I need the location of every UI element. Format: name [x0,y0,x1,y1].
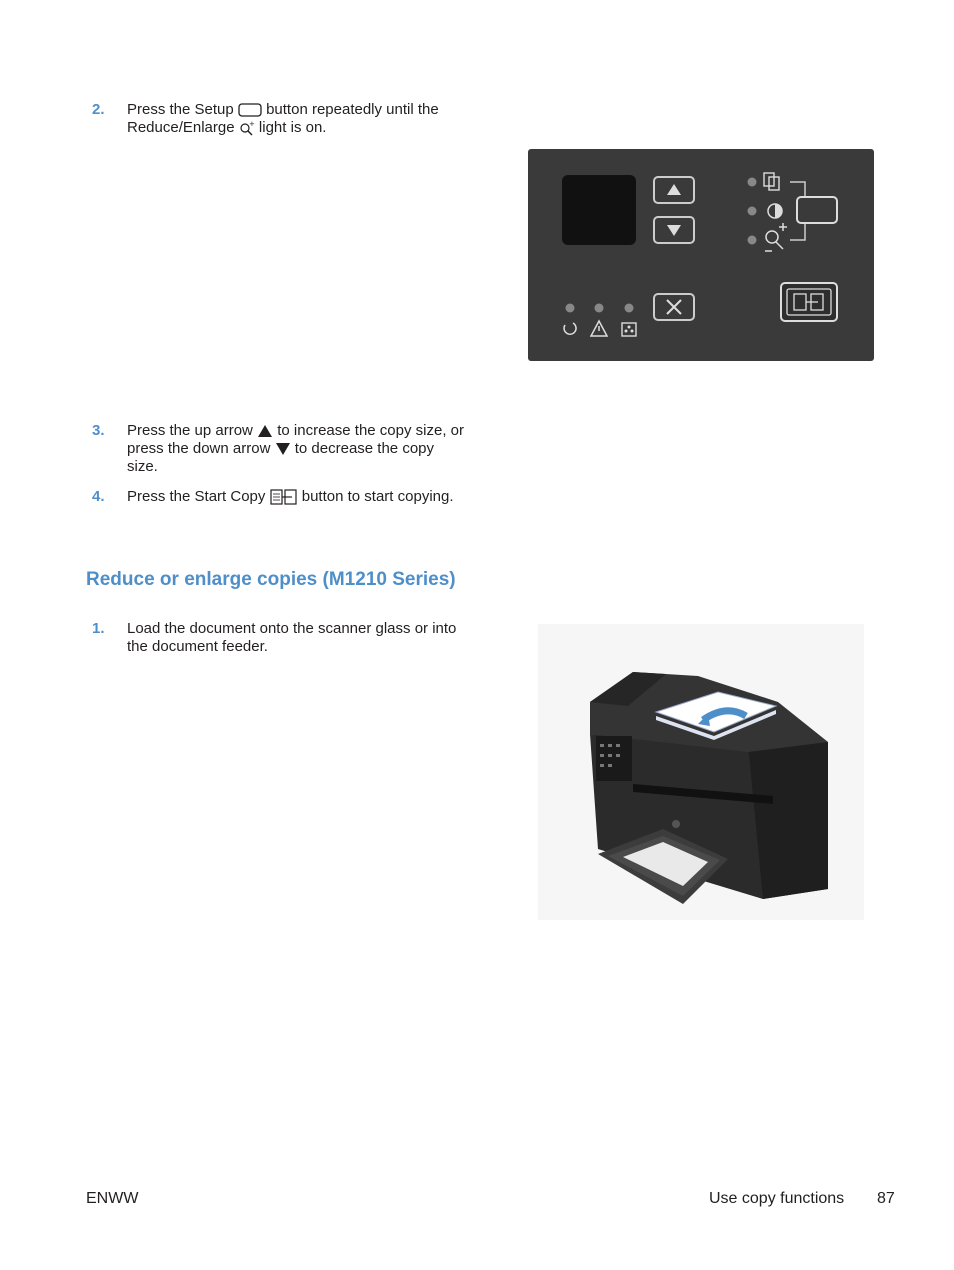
svg-text:+: + [248,120,255,129]
step-text: Press the up arrow to increase the copy size, or press the down arrow to decrease the copy size. [127,422,464,475]
start-copy-icon [270,489,298,505]
setup-button [797,197,837,223]
start-copy-button [781,283,837,321]
step-number: 4. [92,488,105,505]
copies-led [748,178,757,187]
reduce-enlarge-led [748,236,757,245]
control-panel-illustration [528,149,874,361]
footer-section: Use copy functions [709,1190,845,1207]
attention-led [595,304,604,313]
ready-led [566,304,575,313]
printer-illustration [538,624,864,920]
step-number: 2. [92,101,105,118]
setup-button-icon [238,103,262,117]
toner-led [625,304,634,313]
step-text: Press the Setup button repeatedly until the Reduce/Enlarge + light is on. [127,101,439,136]
contrast-led [748,207,757,216]
down-arrow-icon [275,442,291,456]
up-arrow-icon [257,424,273,438]
section-heading: Reduce or enlarge copies (M1210 Series) [86,569,456,590]
lcd-display [562,175,636,245]
step-number: 1. [92,620,105,637]
page-number: 87 [877,1190,895,1207]
footer-left: ENWW [86,1190,139,1207]
step-number: 3. [92,422,105,439]
step-text: Load the document onto the scanner glass or into the document feeder. [127,620,457,655]
reduce-enlarge-icon [239,120,255,136]
step-text: Press the Start Copy button to start copying. [127,488,454,505]
